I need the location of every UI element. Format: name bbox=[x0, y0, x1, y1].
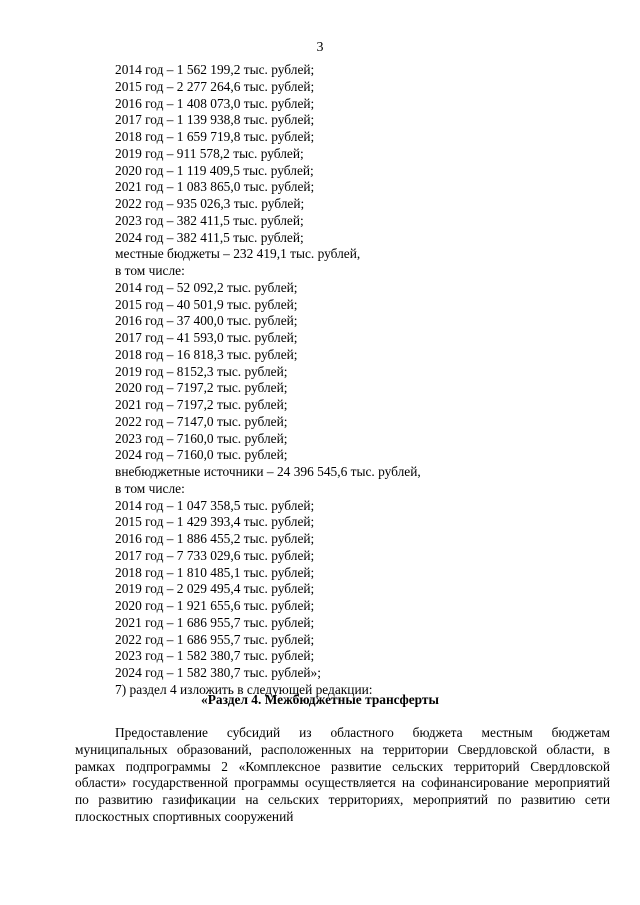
list-line: 2014 год – 52 092,2 тыс. рублей; bbox=[115, 279, 298, 295]
list-line: 2023 год – 1 582 380,7 тыс. рублей; bbox=[115, 648, 315, 664]
list-line: 7) раздел 4 изложить в следующей редакции: bbox=[115, 681, 373, 697]
list-line: 2022 год – 7147,0 тыс. рублей; bbox=[115, 413, 288, 429]
section-title: «Раздел 4. Межбюджетные трансферты bbox=[201, 692, 439, 707]
list-line: 2020 год – 1 921 655,6 тыс. рублей; bbox=[115, 598, 315, 613]
list-line: 2023 год – 382 411,5 тыс. рублей; bbox=[115, 212, 304, 228]
list-line: 2020 год – 1 119 409,5 тыс. рублей; bbox=[115, 162, 314, 178]
list-line: 2019 год – 8152,3 тыс. рублей; bbox=[115, 363, 288, 379]
list-line: в том числе: bbox=[115, 480, 185, 496]
funding-list bbox=[115, 62, 421, 699]
list-line: 2021 год – 1 083 865,0 тыс. рублей; bbox=[115, 179, 315, 195]
list-line: 2018 год – 1 810 485,1 тыс. рублей; bbox=[115, 564, 315, 580]
list-line: 2016 год – 1 408 073,0 тыс. рублей; bbox=[115, 95, 315, 111]
list-line: 2018 год – 16 818,3 тыс. рублей; bbox=[115, 346, 298, 362]
list-line: в том числе: bbox=[115, 263, 185, 278]
list-line: 2014 год – 1 047 358,5 тыс. рублей; bbox=[115, 497, 315, 513]
list-line: 2015 год – 40 501,9 тыс. рублей; bbox=[115, 296, 298, 312]
list-line: 2017 год – 7 733 029,6 тыс. рублей; bbox=[115, 547, 315, 563]
list-line: 2016 год – 1 886 455,2 тыс. рублей; bbox=[115, 531, 315, 546]
list-line: 2024 год – 1 582 380,7 тыс. рублей»; bbox=[115, 665, 321, 680]
list-line: местные бюджеты – 232 419,1 тыс. рублей, bbox=[115, 246, 361, 262]
body-paragraph: Предоставление субсидий из областного бюджета местным бюджетам муниципальных образований, расположенных на территории Свердловской области, в рамках подпрограммы 2 «Комплексное развитие сельских территорий Свердловской области» государственной программы осуществляется на софинансирование мероприятий по развитию газификации на сельских территориях, мероприятий по развитию сети плоскостных спортивных сооружений bbox=[75, 725, 610, 824]
list-line: 2021 год – 7197,2 тыс. рублей; bbox=[115, 397, 288, 412]
list-line: 2019 год – 911 578,2 тыс. рублей; bbox=[115, 145, 304, 161]
list-line: 2018 год – 1 659 719,8 тыс. рублей; bbox=[115, 129, 315, 144]
list-line: 2016 год – 37 400,0 тыс. рублей; bbox=[115, 313, 298, 329]
list-line: 2022 год – 1 686 955,7 тыс. рублей; bbox=[115, 631, 315, 647]
list-line: 2024 год – 382 411,5 тыс. рублей; bbox=[115, 229, 304, 245]
page-number: 3 bbox=[316, 40, 324, 55]
list-line: 2019 год – 2 029 495,4 тыс. рублей; bbox=[115, 581, 315, 597]
list-line: 2017 год – 1 139 938,8 тыс. рублей; bbox=[115, 112, 315, 128]
list-line: внебюджетные источники – 24 396 545,6 тыс. рублей, bbox=[115, 464, 421, 479]
list-line: 2024 год – 7160,0 тыс. рублей; bbox=[115, 447, 288, 463]
list-line: 2015 год – 2 277 264,6 тыс. рублей; bbox=[115, 78, 315, 94]
list-line: 2023 год – 7160,0 тыс. рублей; bbox=[115, 430, 288, 446]
list-line: 2017 год – 41 593,0 тыс. рублей; bbox=[115, 330, 298, 345]
list-line: 2014 год – 1 562 199,2 тыс. рублей; bbox=[115, 62, 315, 77]
list-line: 2020 год – 7197,2 тыс. рублей; bbox=[115, 380, 288, 396]
list-line: 2021 год – 1 686 955,7 тыс. рублей; bbox=[115, 614, 315, 630]
list-line: 2022 год – 935 026,3 тыс. рублей; bbox=[115, 196, 305, 211]
list-line: 2015 год – 1 429 393,4 тыс. рублей; bbox=[115, 514, 315, 530]
